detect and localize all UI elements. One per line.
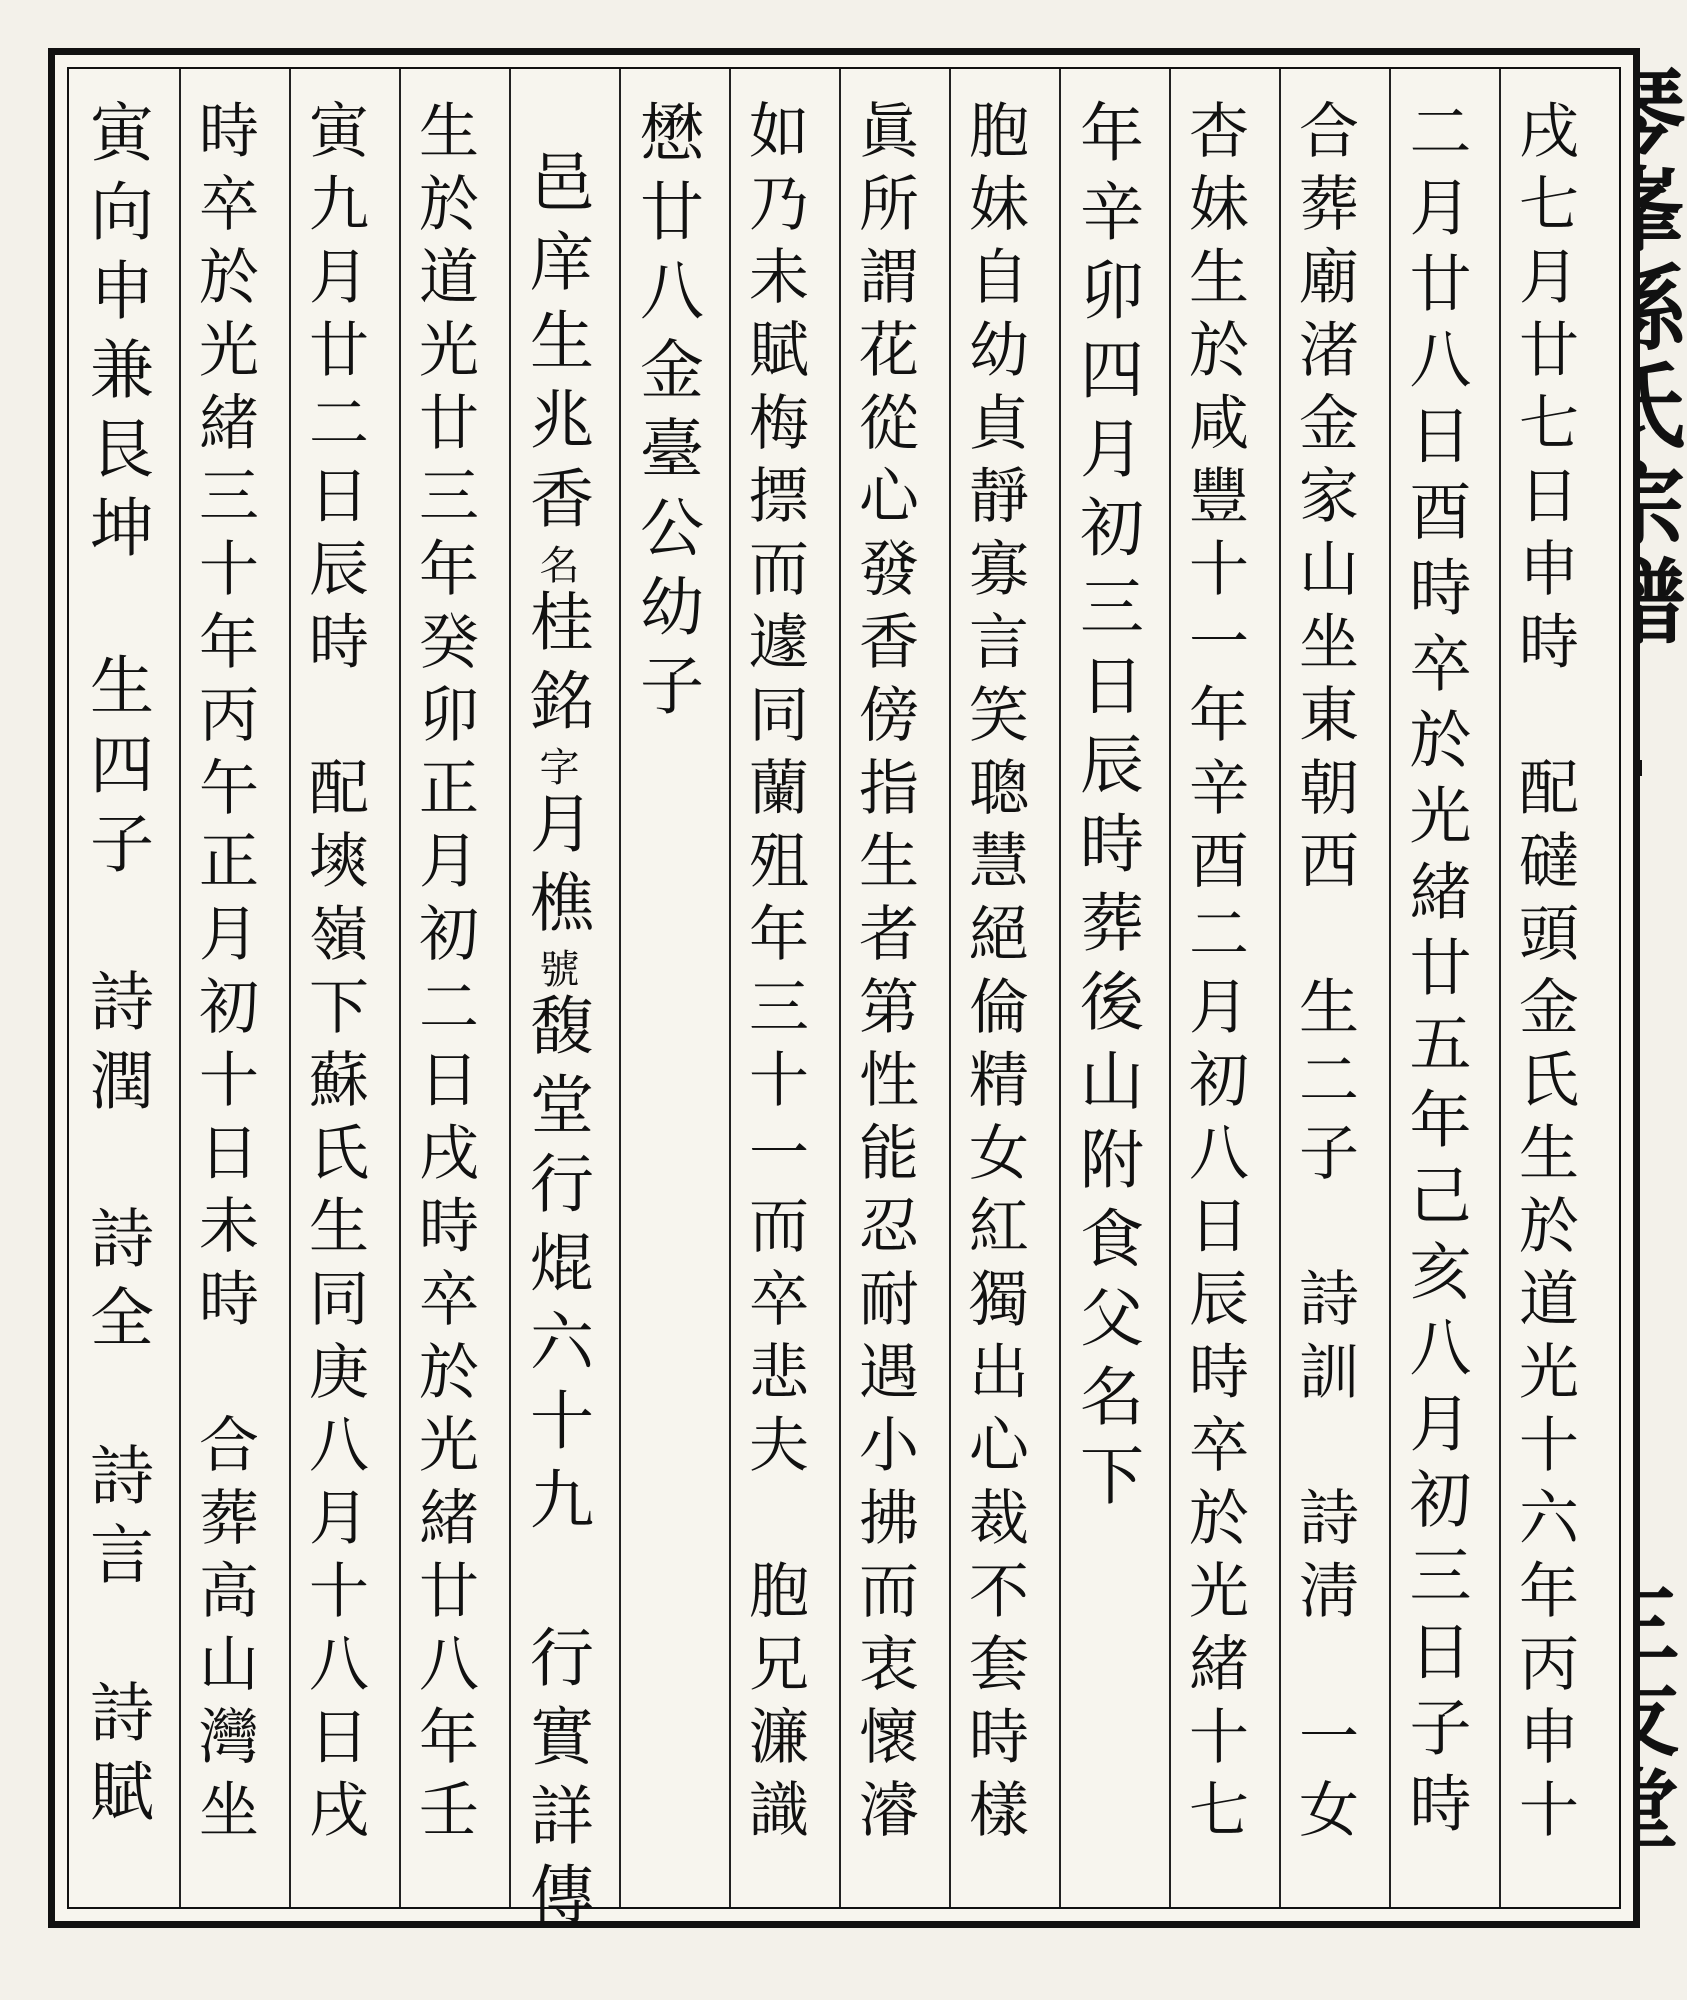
text-column-4: 杏妹生於咸豐十一年辛酉二月初八日辰時卒於光緒十七 xyxy=(1179,99,1249,1851)
text-column-11: 生於道光廿三年癸卯正月初二日戌時卒於光緒廿八年壬 xyxy=(409,99,479,1851)
column-rule xyxy=(509,69,511,1907)
text-column-10 xyxy=(519,149,593,1940)
text-column-2: 二月廿八日酉時卒於光緒廿五年己亥八月初三日子時 xyxy=(1399,99,1472,1847)
column-10-small-2: 字 xyxy=(533,746,579,790)
text-column-3: 合葬廟渚金家山坐東朝西 生二子 詩訓 詩淸 一女 xyxy=(1289,99,1359,1851)
column-rule xyxy=(839,69,841,1907)
text-block xyxy=(67,67,1621,1940)
column-rule xyxy=(619,69,621,1907)
column-rule xyxy=(399,69,401,1907)
text-column-12: 寅九月廿二日辰時 配塽嶺下蘇氏生同庚八月十八日戌 xyxy=(299,99,369,1851)
text-column-1: 戌七月廿七日申時 配䃮頭金氏生於道光十六年丙申十 xyxy=(1509,99,1579,1851)
column-rule xyxy=(729,69,731,1907)
column-10-part-4: 馥堂行焜六十九 行實詳傳 xyxy=(519,992,593,1940)
text-column-7: 眞所謂花從心發香傍指生者第性能忍耐遇小拂而衷懷濬 xyxy=(849,99,919,1851)
text-column-13: 時卒於光緒三十年丙午正月初十日未時 合葬高山灣坐 xyxy=(189,99,259,1851)
column-rule xyxy=(289,69,291,1907)
column-rule xyxy=(1499,69,1501,1907)
text-column-14: 寅向申兼艮坤 生四子 詩潤 詩全 詩言 詩賦 xyxy=(79,99,153,1837)
column-rule xyxy=(179,69,181,1907)
column-rule xyxy=(949,69,951,1907)
text-column-9: 懋廿八金臺公幼子 xyxy=(629,99,703,731)
text-column-5: 年辛卯四月初三日辰時葬後山附食父名下 xyxy=(1069,99,1143,1521)
column-10-small-3: 號 xyxy=(533,948,579,992)
column-10-small-1: 名 xyxy=(533,544,579,588)
column-rule xyxy=(1169,69,1171,1907)
column-rule xyxy=(1389,69,1391,1907)
text-column-6: 胞妹自幼貞靜寡言笑聰慧絕倫精女紅獨出心裁不套時樣 xyxy=(959,99,1029,1851)
column-10-part-1: 邑庠生兆香 xyxy=(519,149,593,544)
column-rule xyxy=(1059,69,1061,1907)
column-rule xyxy=(1279,69,1281,1907)
column-10-part-2: 桂銘 xyxy=(519,588,593,746)
page-frame xyxy=(48,48,1640,1940)
column-10-part-3: 月樵 xyxy=(519,790,593,948)
text-column-8: 如乃未賦梅摽而遽同蘭殂年三十一而卒悲夫 胞兄濂識 xyxy=(739,99,809,1851)
